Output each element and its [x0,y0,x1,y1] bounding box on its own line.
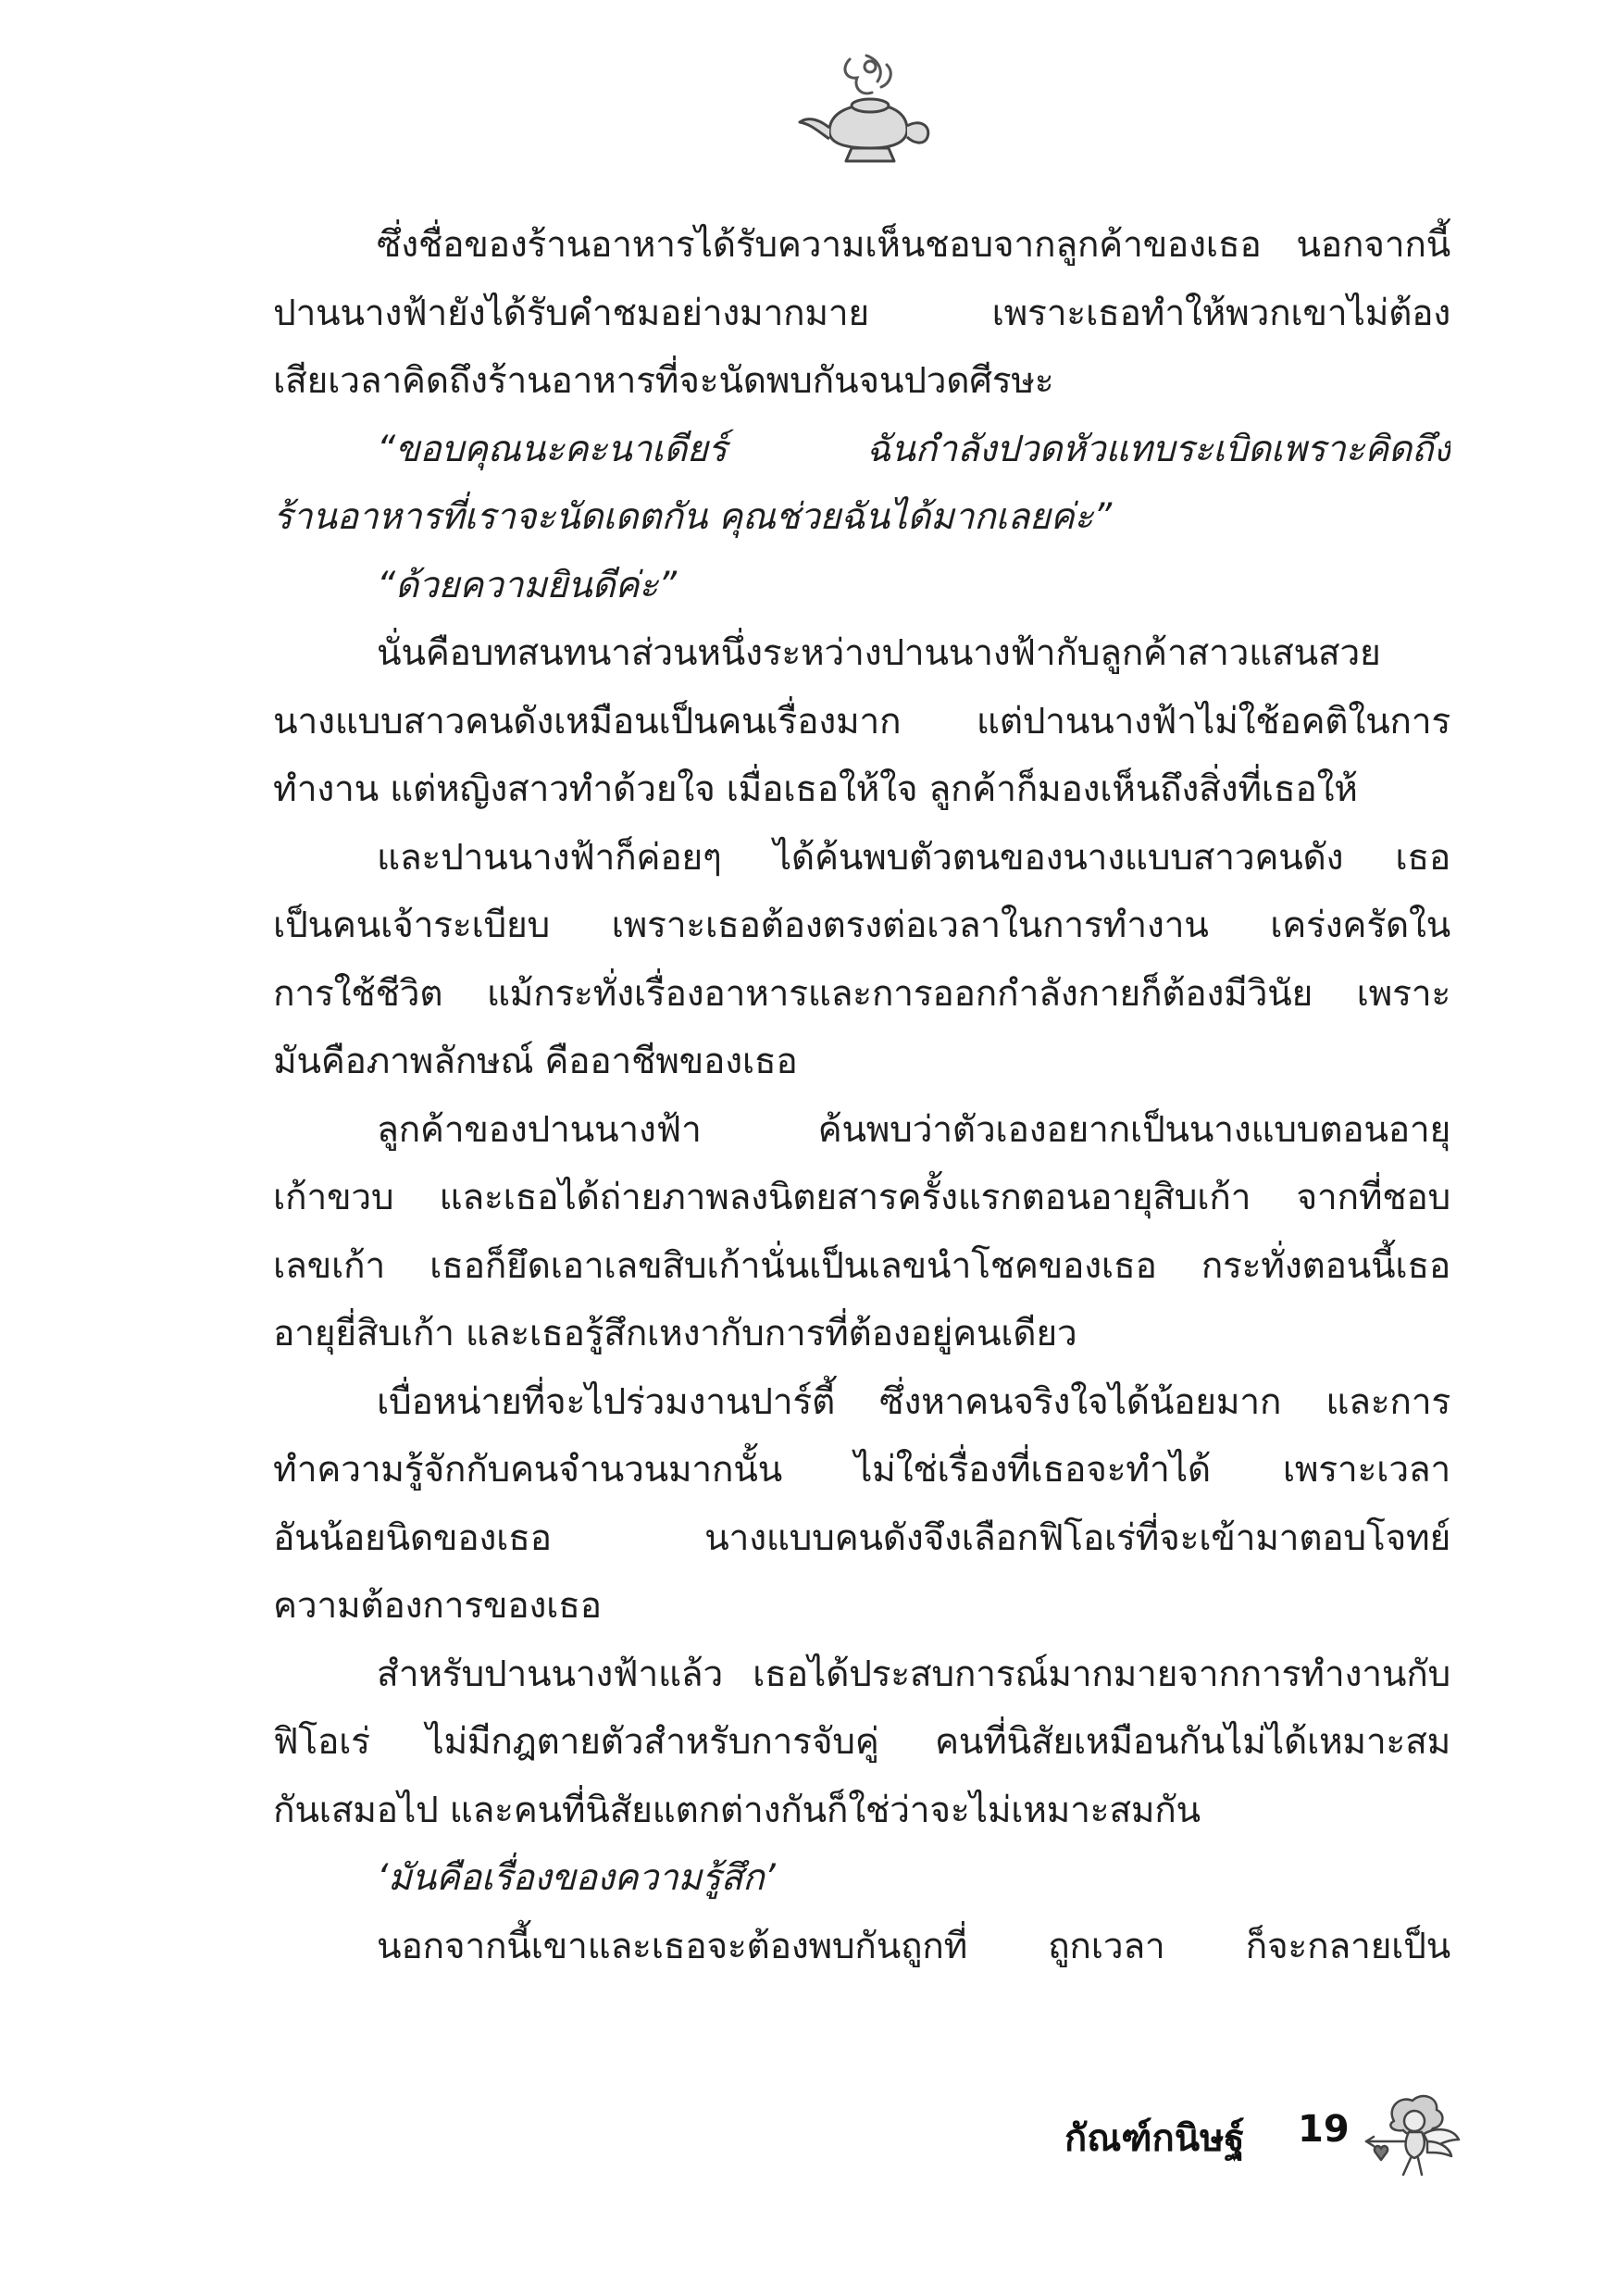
text-line: การใช้ชีวิต แม้กระทั่งเรื่องอาหารและการออกกำลังกายก็ต้องมีวินัย เพราะ [273,972,1450,1015]
text-line: “ขอบคุณนะคะนาเดียร์ ฉันกำลังปวดหัวแทบระเบิดเพราะคิดถึง [377,428,1450,470]
text-line: ทำงาน แต่หญิงสาวทำด้วยใจ เมื่อเธอให้ใจ ลูกค้าก็มองเห็นถึงสิ่งที่เธอให้ [273,768,1358,810]
text-line: และปานนางฟ้าก็ค่อยๆ ได้ค้นพบตัวตนของนางแบบสาวคนดัง เธอ [377,836,1450,879]
text-line: มันคือภาพลักษณ์ คืออาชีพของเธอ [273,1041,798,1082]
text-line: ร้านอาหารที่เราจะนัดเดตกัน คุณช่วยฉันได้มากเลยค่ะ” [273,496,1112,538]
text-line: ซึ่งชื่อของร้านอาหารได้รับความเห็นชอบจากลูกค้าของเธอ นอกจากนี้ [377,224,1450,266]
text-line: เบื่อหน่ายที่จะไปร่วมงานปาร์ตี้ ซึ่งหาคนจริงใจได้น้อยมาก และการ [377,1380,1450,1423]
text-line: สำหรับปานนางฟ้าแล้ว เธอได้ประสบการณ์มากมายจากการทำงานกับ [377,1653,1450,1695]
text-line: เลขเก้า เธอก็ยึดเอาเลขสิบเก้านั่นเป็นเลขนำโชคของเธอ กระทั่งตอนนี้เธอ [273,1244,1450,1287]
body-text [273,211,1450,1980]
cupid-icon [1363,2088,1464,2180]
text-line: ‘มันคือเรื่องของความรู้สึก’ [377,1857,776,1899]
text-line: “ด้วยความยินดีค่ะ” [377,564,677,606]
text-line: ทำความรู้จักกับคนจำนวนมากนั้น ไม่ใช่เรื่องที่เธอจะทำได้ เพราะเวลา [273,1449,1450,1491]
text-line: เสียเวลาคิดถึงร้านอาหารที่จะนัดพบกันจนปวดศีรษะ [273,360,1054,402]
text-line: กันเสมอไป และคนที่นิสัยแตกต่างกันก็ใช่ว่าจะไม่เหมาะสมกัน [273,1789,1201,1831]
book-title: กัณฑ์กนิษฐ์ [1064,2117,1245,2160]
page-footer [1064,2088,1453,2190]
text-line: เก้าขวบ และเธอได้ถ่ายภาพลงนิตยสารครั้งแรกตอนอายุสิบเก้า จากที่ชอบ [273,1177,1450,1218]
text-line: อันน้อยนิดของเธอ นางแบบคนดังจึงเลือกฟิโอเร่ที่จะเข้ามาตอบโจทย์ [273,1516,1450,1559]
text-line: ฟิโอเร่ ไม่มีกฎตายตัวสำหรับการจับคู่ คนที่นิสัยเหมือนกันไม่ได้เหมาะสม [273,1721,1450,1763]
text-line: ความต้องการของเธอ [273,1585,602,1627]
text-line: ลูกค้าของปานนางฟ้า ค้นพบว่าตัวเองอยากเป็นนางแบบตอนอายุ [377,1108,1450,1151]
text-line: อายุยี่สิบเก้า และเธอรู้สึกเหงากับการที่ต้องอยู่คนเดียว [273,1313,1077,1354]
text-line: นางแบบสาวคนดังเหมือนเป็นคนเรื่องมาก แต่ปานนางฟ้าไม่ใช้อคติในการ [273,700,1450,742]
text-line: เป็นคนเจ้าระเบียบ เพราะเธอต้องตรงต่อเวลาในการทำงาน เคร่งครัดใน [273,905,1450,946]
text-line: นอกจากนี้เขาและเธอจะต้องพบกันถูกที่ ถูกเวลา ก็จะกลายเป็น [377,1925,1450,1967]
genie-lamp-icon [792,46,940,176]
page-number: 19 [1298,2108,1350,2151]
text-line: ปานนางฟ้ายังได้รับคำชมอย่างมากมาย เพราะเธอทำให้พวกเขาไม่ต้อง [273,292,1450,334]
text-line: นั่นคือบทสนทนาส่วนหนึ่งระหว่างปานนางฟ้ากับลูกค้าสาวแสนสวย [377,632,1381,674]
